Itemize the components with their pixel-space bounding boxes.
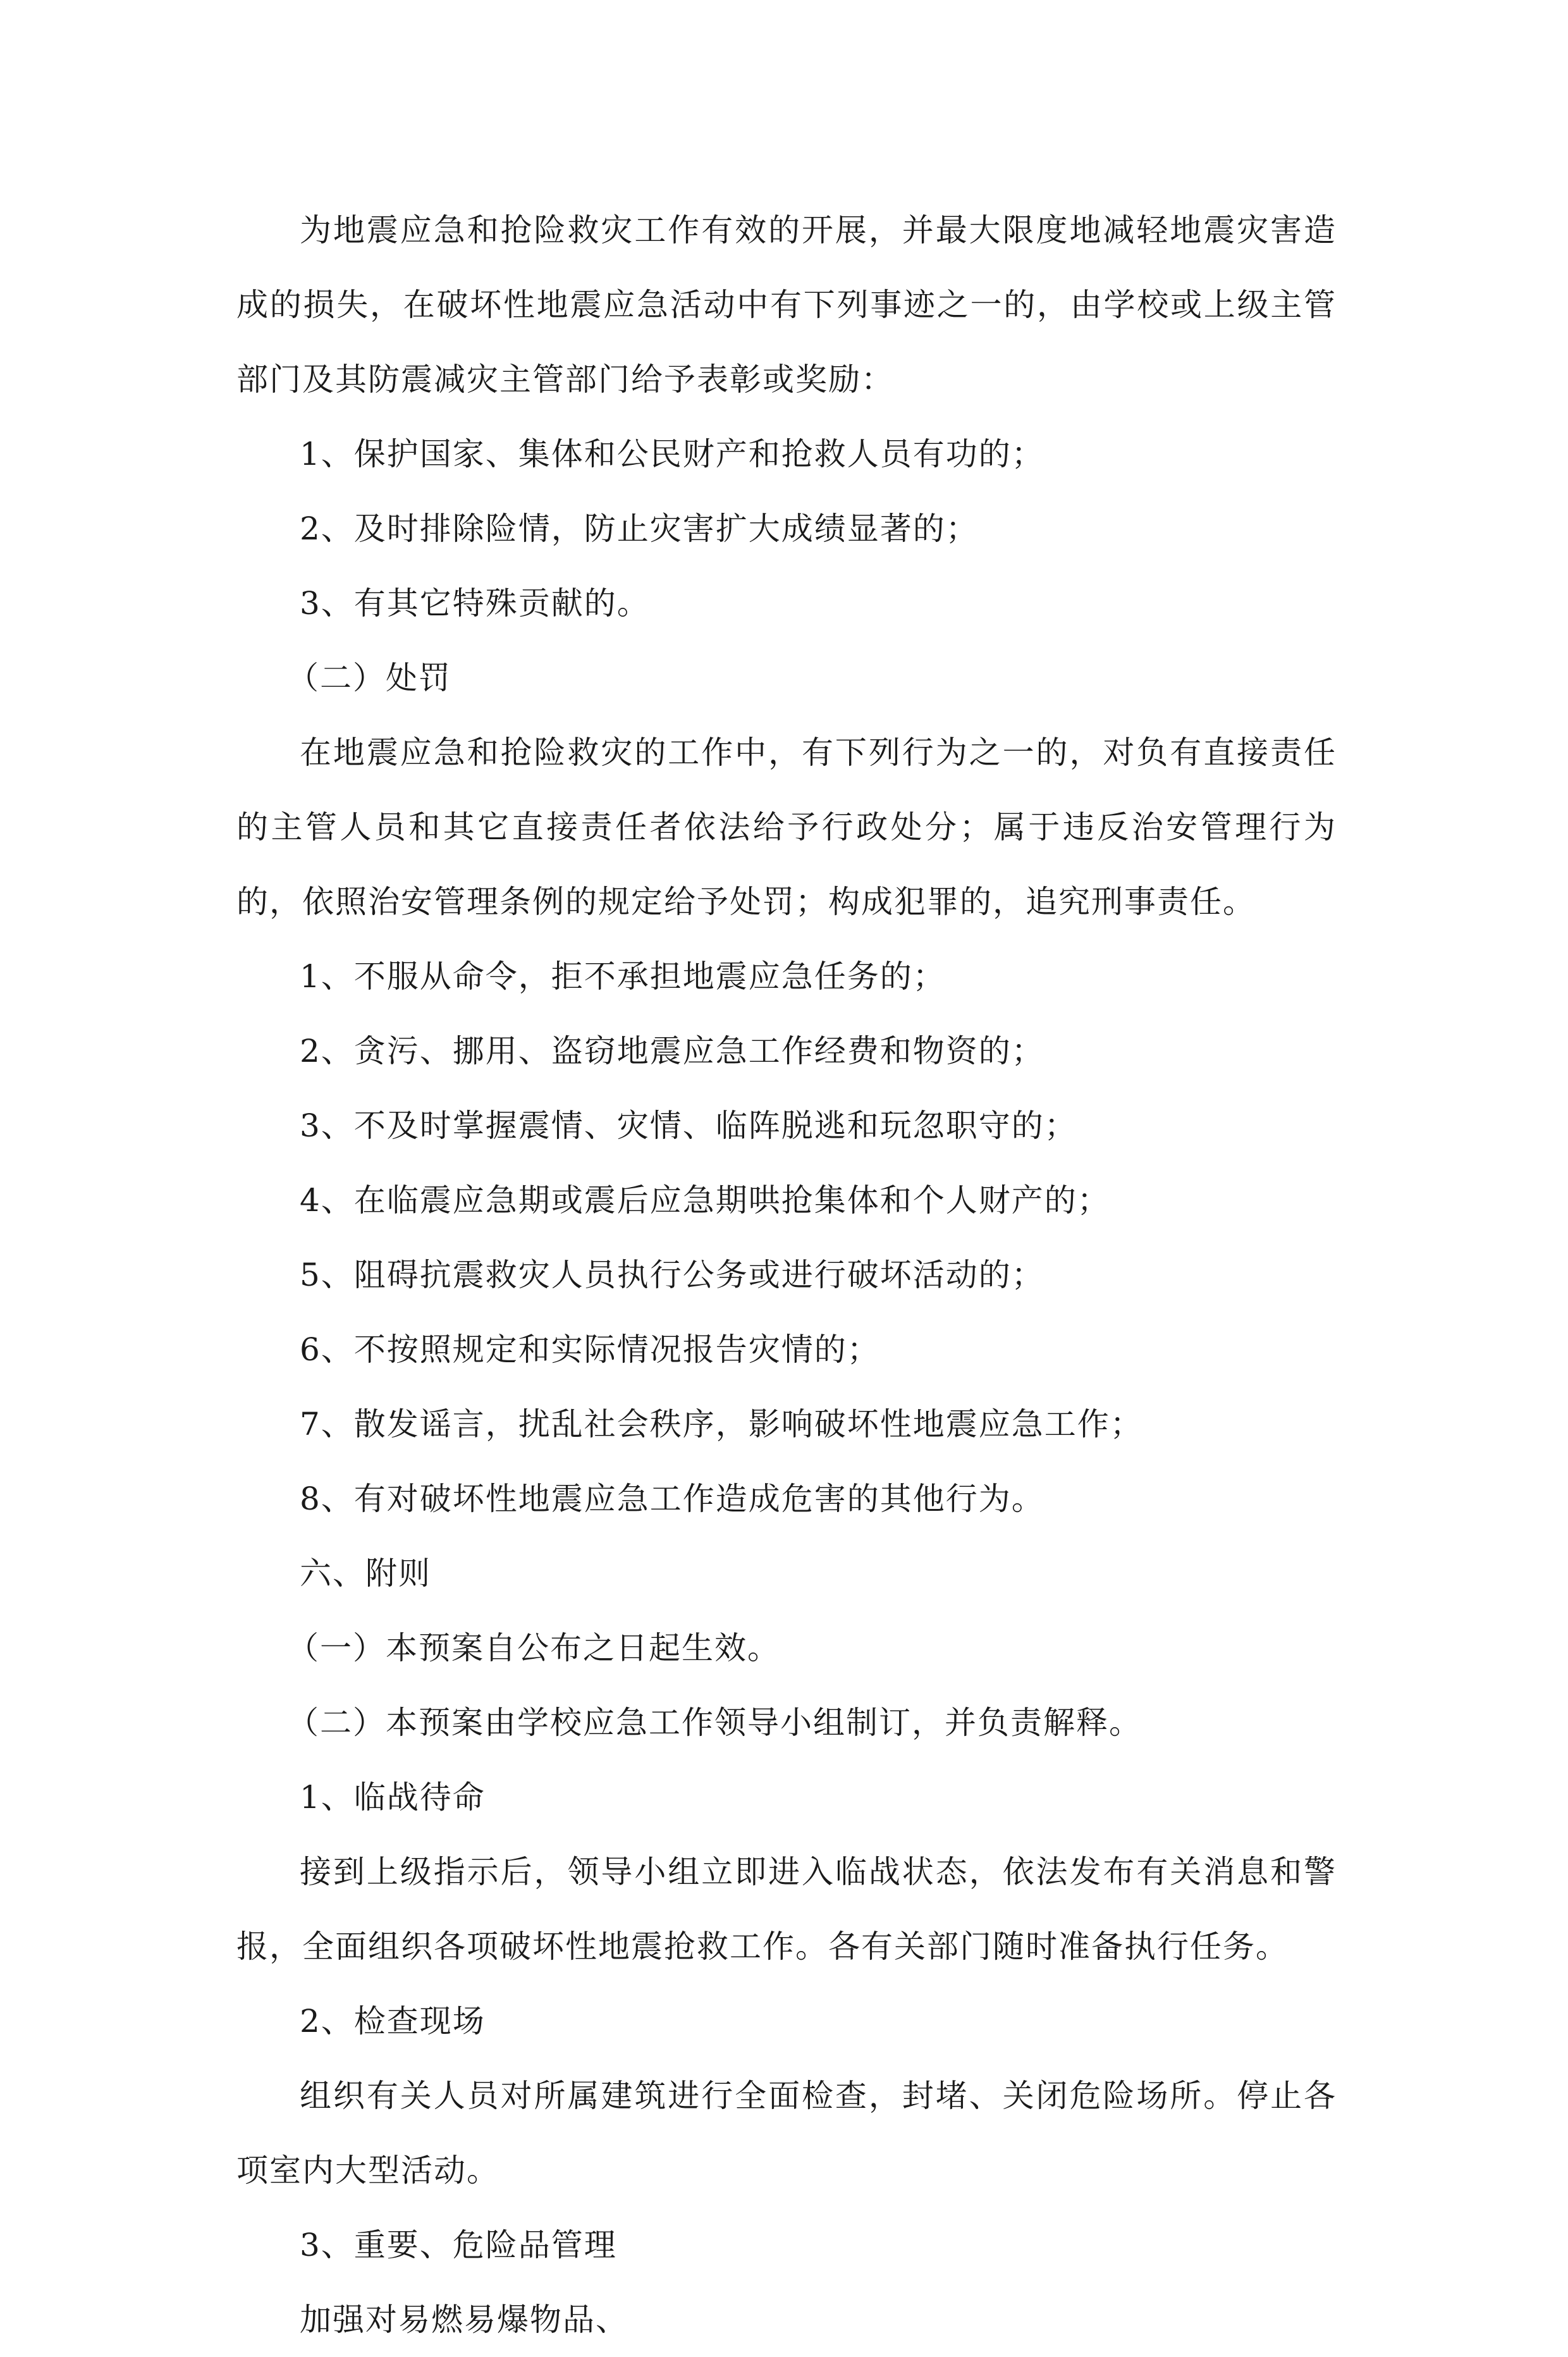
paragraph-penalty-intro: 在地震应急和抢险救灾的工作中，有下列行为之一的，对负有直接责任的主管人员和其它直接责任者依法给予行政处分；属于违反治安管理行为的，依照治安管理条例的规定给予处罚；构成犯罪的，追究刑事责任。: [236, 734, 1337, 920]
subheading-standby: 1、临战待命: [300, 1779, 486, 1816]
paragraph-inspection: 组织有关人员对所属建筑进行全面检查，封堵、关闭危险场所。停止各项室内大型活动。: [236, 2077, 1337, 2189]
list-item-reward-3: 3、有其它特殊贡献的。: [300, 585, 650, 622]
list-item-penalty-5: 5、阻碍抗震救灾人员执行公务或进行破坏活动的；: [300, 1257, 1044, 1293]
appendix-item-1: （一）本预案自公布之日起生效。: [287, 1630, 780, 1666]
list-item-penalty-6: 6、不按照规定和实际情况报告灾情的；: [300, 1331, 880, 1368]
list-item-penalty-3: 3、不及时掌握震情、灾情、临阵脱逃和玩忽职守的；: [300, 1107, 1077, 1144]
list-item-penalty-8: 8、有对破坏性地震应急工作造成危害的其他行为。: [300, 1480, 1044, 1517]
list-item-reward-2: 2、及时排除险情，防止灾害扩大成绩显著的；: [300, 510, 979, 547]
list-item-penalty-7: 7、散发谣言，扰乱社会秩序，影响破坏性地震应急工作；: [300, 1406, 1143, 1443]
paragraph-reward-intro: 为地震应急和抢险救灾工作有效的开展，并最大限度地减轻地震灾害造成的损失，在破坏性地震应急活动中有下列事迹之一的，由学校或上级主管部门及其防震减灾主管部门给予表彰或奖励：: [236, 212, 1337, 398]
paragraph-standby: 接到上级指示后，领导小组立即进入临战状态，依法发布有关消息和警报，全面组织各项破坏性地震抢救工作。各有关部门随时准备执行任务。: [236, 1854, 1337, 1965]
subheading-inspection: 2、检查现场: [300, 2003, 486, 2040]
document-body: [236, 193, 1337, 2357]
list-item-penalty-1: 1、不服从命令，拒不承担地震应急任务的；: [300, 958, 946, 995]
section-heading-appendix: 六、附则: [300, 1555, 431, 1592]
list-item-penalty-2: 2、贪污、挪用、盗窃地震应急工作经费和物资的；: [300, 1033, 1044, 1069]
list-item-reward-1: 1、保护国家、集体和公民财产和抢救人员有功的；: [300, 436, 1044, 472]
paragraph-hazard-management: 加强对易燃易爆物品、: [300, 2301, 628, 2338]
list-item-penalty-4: 4、在临震应急期或震后应急期哄抢集体和个人财产的；: [300, 1182, 1110, 1219]
section-heading-penalty: （二）处罚: [287, 660, 451, 696]
appendix-item-2: （二）本预案由学校应急工作领导小组制订，并负责解释。: [287, 1704, 1142, 1741]
subheading-hazard-management: 3、重要、危险品管理: [300, 2227, 617, 2263]
